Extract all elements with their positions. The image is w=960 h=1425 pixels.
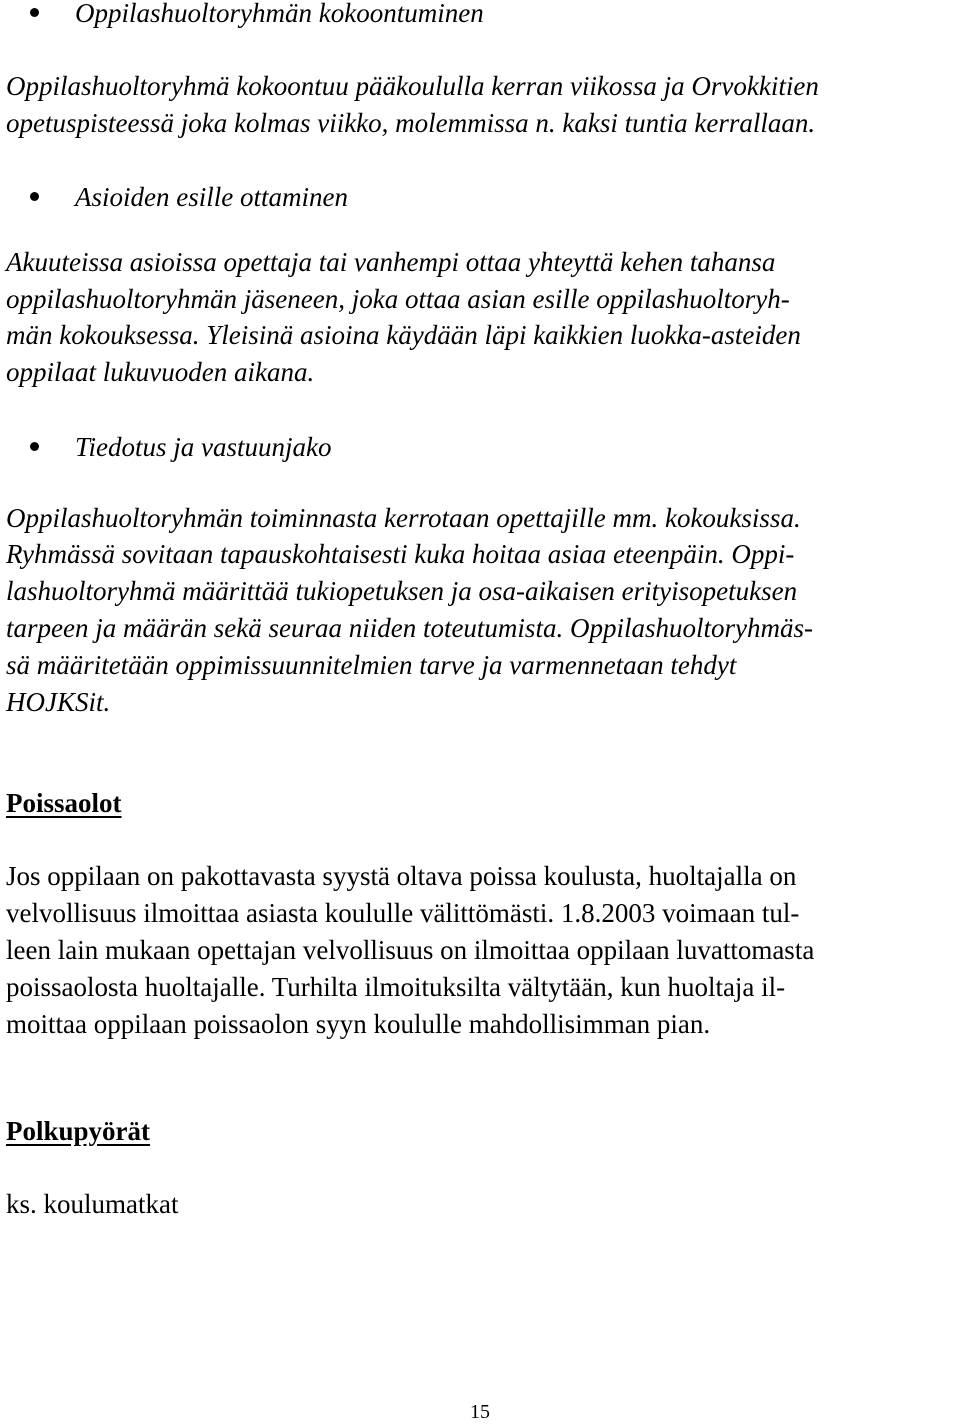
paragraph-line: poissaolosta huoltajalle. Turhilta ilmoituksilta vältytään, kun huoltaja il- — [6, 972, 786, 1002]
paragraph-line: Oppilashuoltoryhmä kokoontuu pääkoululla kerran viikossa ja Orvokkitien — [6, 71, 819, 101]
paragraph-line: oppilashuoltoryhmän jäseneen, joka ottaa asian esille oppilashuoltoryh- — [6, 284, 790, 314]
paragraph-line: tarpeen ja määrän sekä seuraa niiden toteutumista. Oppilashuoltoryhmäs- — [6, 613, 813, 643]
section-heading-polkupyorat: Polkupyörät — [6, 1116, 151, 1146]
paragraph-line: moittaa oppilaan poissaolon syyn koululle mahdollisimman pian. — [6, 1009, 711, 1039]
paragraph-line: leen lain mukaan opettajan velvollisuus on ilmoittaa oppilaan luvattomasta — [6, 935, 815, 965]
section-heading-poissaolot: Poissaolot — [6, 788, 122, 818]
bullet-text: Tiedotus ja vastuunjako — [75, 432, 332, 462]
page-number: 15 — [470, 1401, 490, 1423]
paragraph-line: Jos oppilaan on pakottavasta syystä oltava poissa koulusta, huoltajalla on — [6, 861, 797, 891]
bullet-text: Oppilashuoltoryhmän kokoontuminen — [75, 0, 484, 28]
bullet-icon — [30, 192, 39, 201]
paragraph-line: Ryhmässä sovitaan tapauskohtaisesti kuka hoitaa asiaa eteenpäin. Oppi- — [6, 539, 795, 569]
bullet-icon — [30, 442, 39, 451]
paragraph-line: sä määritetään oppimissuunnitelmien tarve ja varmennetaan tehdyt — [6, 650, 737, 680]
paragraph-line: oppilaat lukuvuoden aikana. — [6, 357, 315, 387]
paragraph-line: Akuuteissa asioissa opettaja tai vanhempi ottaa yhteyttä kehen tahansa — [6, 247, 776, 277]
cross-reference-text: ks. koulumatkat — [6, 1189, 179, 1219]
bullet-icon — [30, 8, 39, 17]
paragraph-line: Oppilashuoltoryhmän toiminnasta kerrotaan opettajille mm. kokouksissa. — [6, 503, 801, 533]
paragraph-line: velvollisuus ilmoittaa asiasta koululle välittömästi. 1.8.2003 voimaan tul- — [6, 898, 800, 928]
paragraph-line: män kokouksessa. Yleisinä asioina käydään läpi kaikkien luokka-asteiden — [6, 320, 801, 350]
bullet-text: Asioiden esille ottaminen — [75, 182, 348, 212]
paragraph-line: opetuspisteessä joka kolmas viikko, molemmissa n. kaksi tuntia kerrallaan. — [6, 108, 816, 138]
paragraph-line: lashuoltoryhmä määrittää tukiopetuksen ja osa-aikaisen erityisopetuksen — [6, 576, 798, 606]
paragraph-line: HOJKSit. — [6, 687, 111, 717]
